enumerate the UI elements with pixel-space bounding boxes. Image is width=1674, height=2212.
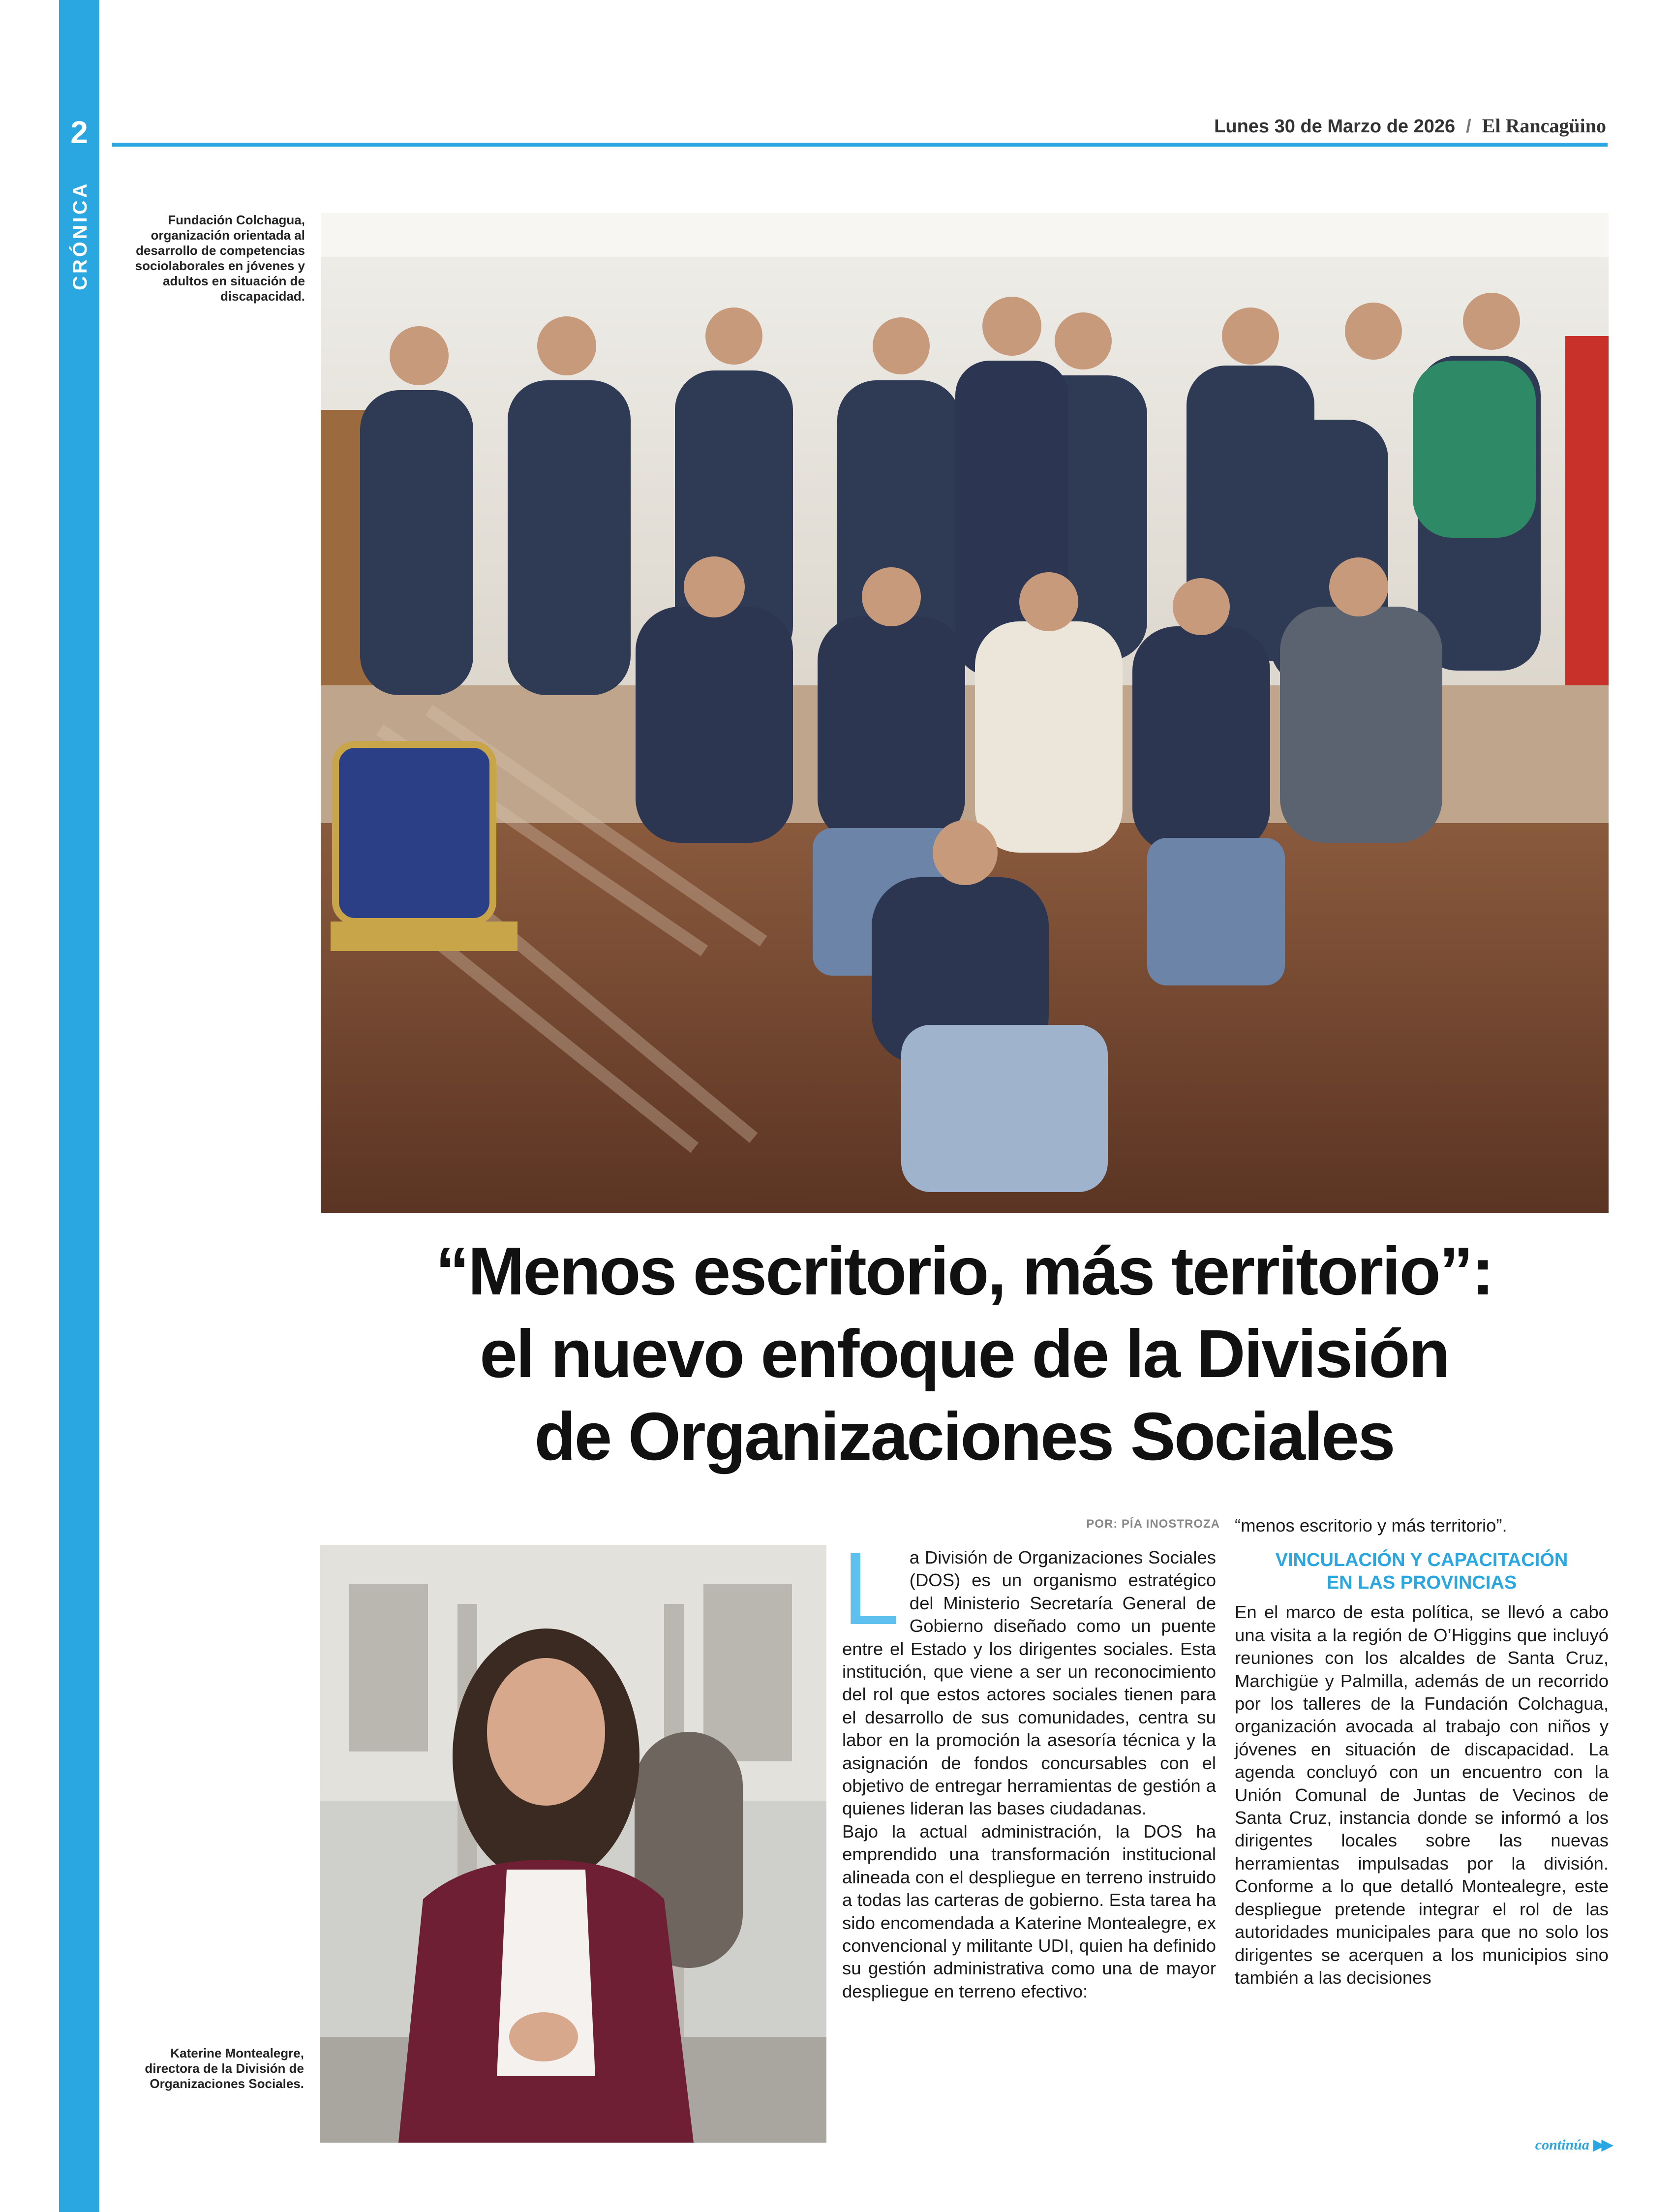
article-paragraph-1 bbox=[842, 1531, 1216, 1820]
double-arrow-icon: ▶▶ bbox=[1593, 2137, 1610, 2153]
header-separator: / bbox=[1466, 116, 1471, 137]
article-headline bbox=[344, 1230, 1584, 1478]
section-strip bbox=[59, 0, 99, 2212]
article-column-1 bbox=[842, 1531, 1216, 2003]
article-paragraph-3: En el marco de esta política, se llevó a cabo una visita a la región de O’Higgins que incluyó reuniones con los alcaldes de Santa Cruz, Marchigüe y Palmilla, además de un recorrido por los talleres de la Fundación Colchagua, organización avocada al trabajo con niños y jóvenes en situación de discapacidad. La agenda concluyó con un encuentro con la Unión Comunal de Juntas de Vecinos de Santa Cruz, instancia donde se informó a los dirigentes locales sobre las nuevas herramientas impulsadas por la división. Conforme a lo que detalló Montealegre, este despliegue pretende integrar el rol de las autoridades municipales para que no solo los dirigentes se acerquen a los municipios sino también a las decisiones bbox=[1235, 1602, 1609, 1988]
header-dateline bbox=[1214, 114, 1606, 137]
column-2-lead: “menos escritorio y más territorio”. bbox=[1235, 1515, 1507, 1536]
issue-date: Lunes 30 de Marzo de 2026 bbox=[1214, 116, 1456, 137]
publication-name: El Rancagüino bbox=[1482, 115, 1606, 137]
portrait-photo bbox=[320, 1545, 826, 2143]
headline-line-3: de Organizaciones Sociales bbox=[534, 1399, 1394, 1475]
header-rule bbox=[112, 143, 1608, 147]
drop-cap: L bbox=[842, 1531, 900, 1646]
article-column-2 bbox=[1235, 1514, 1609, 1989]
portrait-caption: Katerine Montealegre, directora de la División de Organizaciones Sociales. bbox=[145, 2046, 304, 2091]
continue-label: continúa bbox=[1535, 2137, 1589, 2153]
main-photo-caption: Fundación Colchagua, organización orientada al desarrollo de competencias sociolaborales en jóvenes y adultos en situación de discapacidad. bbox=[135, 213, 305, 304]
page-number: 2 bbox=[70, 115, 88, 150]
continue-marker bbox=[1535, 2136, 1610, 2153]
headline-line-1: “Menos escritorio, más territorio”: bbox=[435, 1233, 1493, 1309]
section-subheading bbox=[1235, 1549, 1609, 1594]
headline-line-2: el nuevo enfoque de la División bbox=[480, 1316, 1449, 1392]
byline: POR: PÍA INOSTROZA bbox=[1086, 1517, 1220, 1531]
main-group-photo bbox=[321, 213, 1609, 1213]
article-paragraph-2: Bajo la actual administración, la DOS ha emprendido una transformación institucional alineada con el despliegue en terreno instruido a todas las carteras de gobierno. Esta tarea ha sido encomendada a Katerine Montealegre, ex convencional y militante UDI, quien ha definido su gestión administrativa como una de mayor despliegue en terreno efectivo: bbox=[842, 1821, 1216, 2001]
subhead-line-2: EN LAS PROVINCIAS bbox=[1326, 1572, 1517, 1594]
section-label: CRÓNICA bbox=[69, 181, 91, 290]
paragraph-1-text: a División de Organizaciones Sociales (DOS) es un organismo estratégico del Ministerio Secretaría General de Gobierno diseñado como un puente entre el Estado y los dirigentes sociales. Esta institución, que viene a ser un reconocimiento del rol que estos actores sociales tienen para el desarrollo de sus comunidades, centra su labor en la promoción la asesoría técnica y la asignación de fondos concursables con el objetivo de entregar herramientas de gestión a quienes lideran las bases ciudadanas. bbox=[842, 1547, 1216, 1819]
subhead-line-1: VINCULACIÓN Y CAPACITACIÓN bbox=[1275, 1550, 1568, 1571]
